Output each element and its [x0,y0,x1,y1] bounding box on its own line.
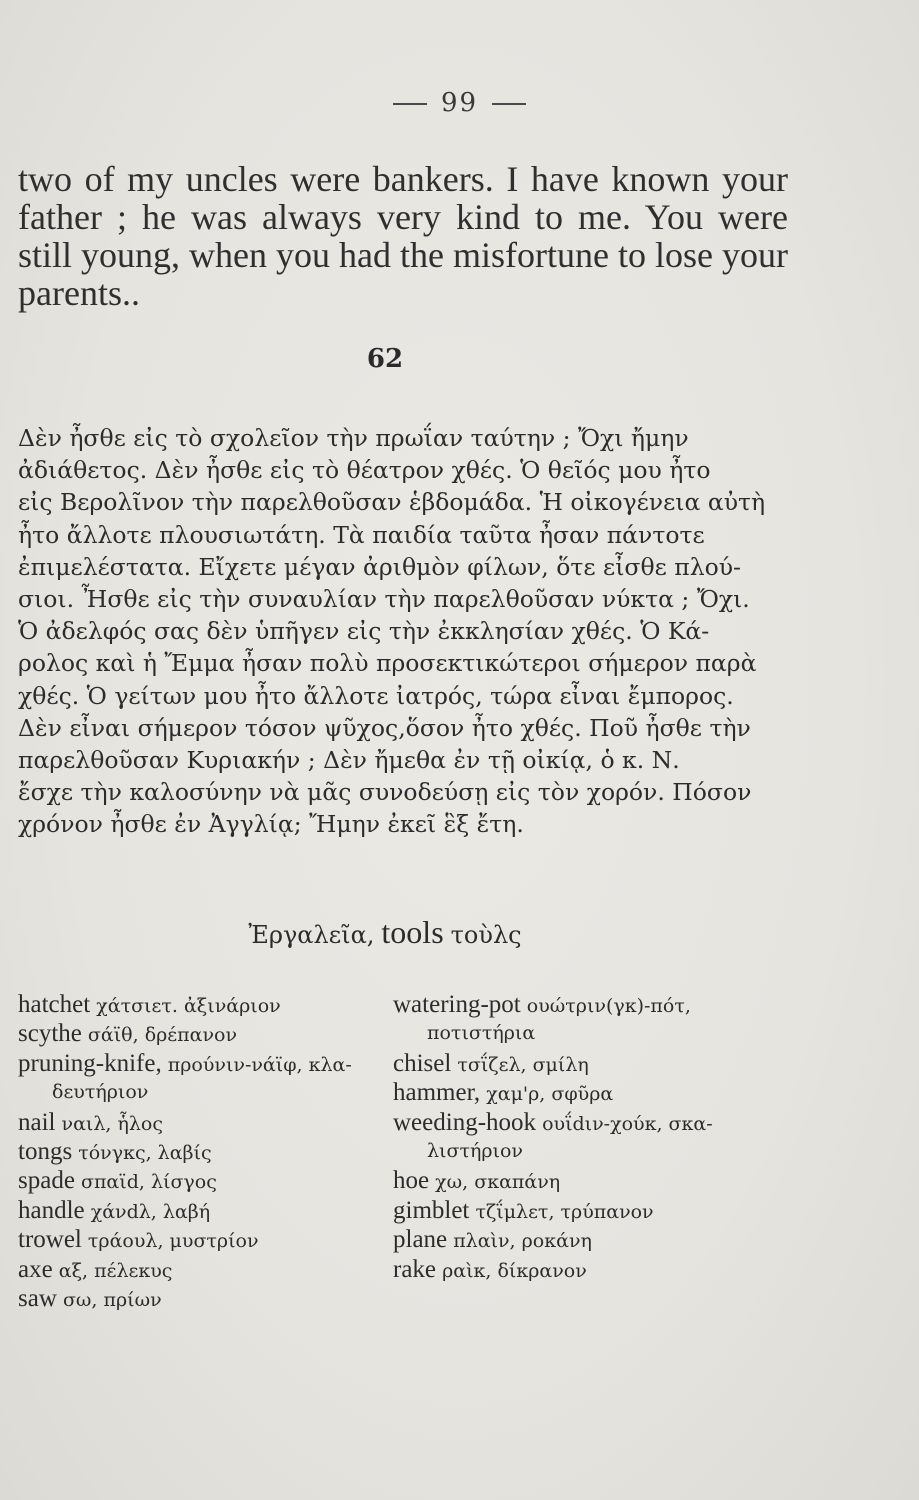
greek-exercise-paragraph [18,422,783,841]
vocab-greek: χω, σκαπάνη [435,1171,561,1194]
vocab-english: gimblet [393,1196,470,1224]
vocab-greek: αξ, πέλεκυς [58,1259,173,1282]
page-number-dash-left [393,103,427,105]
vocab-english: trowel [18,1226,82,1254]
vocab-entry [18,1108,388,1137]
vocab-greek: τόνγκς, λαβίς [78,1141,212,1164]
vocab-entry [393,1078,793,1107]
vocab-english: spade [18,1167,75,1195]
vocab-english: chisel [393,1049,452,1077]
vocab-entry-continuation [18,1078,388,1107]
greek-line: παρελθοῦσαν Κυριακήν ; Δὲν ἤμεθα ἐν τῇ οἰκίᾳ, ὁ κ. Ν. [18,746,680,775]
vocab-heading-greek: Ἐργαλεῖα, [248,921,375,949]
vocabulary-heading [0,914,770,951]
greek-line: Δὲν εἶναι σήμερον τόσον ψῦχος,ὅσον ἦτο χθές. Ποῦ ἦσθε τὴν [18,713,751,742]
vocab-greek: τζΐμλετ, τρύπανον [475,1200,654,1223]
vocab-greek-continued: ποτιστήρια [427,1022,536,1045]
vocab-greek: σπαϊd, λίσγος [80,1171,217,1194]
vocab-greek-continued: λιστήριον [427,1139,523,1162]
vocab-right-column [393,990,793,1284]
vocab-english: watering-pot [393,991,521,1018]
vocab-greek: σάϊθ, δρέπανον [87,1024,237,1047]
vocab-greek: τράουλ, μυστρίον [87,1230,259,1253]
vocab-greek: χάτσιετ. ἀξινάριον [96,995,281,1017]
greek-line: ἀδιάθετος. Δὲν ἦσθε εἰς τὸ θέατρον χθές. Ὁ θεῖός μου ἦτο [18,456,711,485]
vocab-entry [18,1137,388,1166]
vocab-entry [18,1196,388,1225]
vocab-english: axe [18,1255,53,1283]
vocab-entry [393,1225,793,1254]
vocab-greek: χαμ'ρ, σφῦρα [486,1083,614,1106]
vocab-entry [393,1166,793,1195]
vocab-english: saw [18,1284,57,1312]
vocab-greek: ουΐdιν-χούκ, σκα- [542,1112,713,1135]
vocab-english: plane [393,1226,448,1254]
greek-line: εἰς Βερολῖνον τὴν παρελθοῦσαν ἑβδομάδα. Ἡ οἰκογένεια αὐτὴ [18,488,766,517]
vocab-entry [18,1019,388,1048]
vocab-entry [18,1049,388,1078]
vocab-greek: ραὶκ, δίκρανον [442,1259,587,1282]
vocab-greek: σω, πρίων [62,1288,162,1311]
vocab-english: rake [393,1255,437,1283]
greek-line: Ὁ ἀδελφός σας δὲν ὑπῆγεν εἰς τὴν ἐκκλησίαν χθές. Ὁ Κά- [18,617,710,646]
vocab-entry [393,1255,793,1284]
page-number [0,88,919,118]
greek-line: ἔσχε τὴν καλοσύνην νὰ μᾶς συνοδεύσῃ εἰς τὸν χορόν. Πόσον [18,778,752,807]
section-number: 62 [366,344,404,374]
english-paragraph: two of my uncles were bankers. I have known your father ; he was always very kind to me. You were still young, when you had the misfortune to lose your parents.. [18,159,788,313]
vocab-entry-continuation [393,1137,793,1166]
vocab-entry [393,1108,793,1137]
vocab-entry-continuation [393,1019,793,1048]
page-number-text: 99 [440,88,479,118]
vocab-entry [393,1196,793,1225]
vocab-greek: προύνιν-νάϊφ, κλα- [167,1053,352,1076]
vocab-greek: τσΐζελ, σμίλη [457,1053,589,1076]
greek-line: χθές. Ὁ γείτων μου ἦτο ἄλλοτε ἰατρός, τώρα εἶναι ἔμπορος. [18,681,734,710]
vocab-greek: χάνdλ, λαβή [90,1200,211,1223]
page-number-dash-right [492,103,526,105]
greek-line: ἐπιμελέστατα. Εἴχετε μέγαν ἀριθμὸν φίλων, ὅτε εἶσθε πλού- [18,552,741,581]
vocab-entry [18,990,388,1019]
vocab-entry [18,1166,388,1195]
vocab-english: hatchet [18,991,91,1018]
greek-line: Δὲν ἦσθε εἰς τὸ σχολεῖον τὴν πρωΐαν ταύτην ; Ὄχι ἤμην [18,424,689,452]
vocab-english: weeding-hook [393,1108,537,1136]
greek-line: σιοι. Ἦσθε εἰς τὴν συναυλίαν τὴν παρελθοῦσαν νύκτα ; Ὄχι. [18,585,750,614]
greek-line: χρόνον ἦσθε ἐν Ἀγγλίᾳ; Ἤμην ἐκεῖ ἓξ ἔτη. [18,810,524,839]
vocab-greek-continued: δευτήριον [52,1081,149,1104]
vocab-entry [18,1255,388,1284]
vocab-english: scythe [18,1020,82,1048]
vocab-entry [393,990,793,1019]
vocab-english: nail [18,1108,56,1136]
vocab-entry [393,1049,793,1078]
vocab-heading-transliteration: τοὺλς [450,921,522,949]
vocab-greek: ναιλ, ἧλος [61,1112,164,1135]
vocab-english: pruning-knife, [18,1049,162,1077]
vocab-english: tongs [18,1137,73,1165]
vocab-left-column [18,990,388,1313]
vocab-greek: πλαὶν, ροκάνη [453,1230,592,1253]
vocab-english: handle [18,1196,85,1224]
vocab-entry [18,1284,388,1313]
vocab-heading-english: tools [381,914,444,950]
vocab-english: hammer, [393,1079,481,1107]
greek-line: ρολος καὶ ἡ Ἔμμα ἦσαν πολὺ προσεκτικώτεροι σήμερον παρὰ [18,649,757,678]
vocab-entry [18,1225,388,1254]
vocab-english: hoe [393,1167,430,1195]
vocab-greek: ουώτριν(γκ)-πότ, [526,995,691,1017]
greek-line: ἦτο ἄλλοτε πλουσιωτάτη. Τὰ παιδία ταῦτα ἦσαν πάντοτε [18,520,705,549]
